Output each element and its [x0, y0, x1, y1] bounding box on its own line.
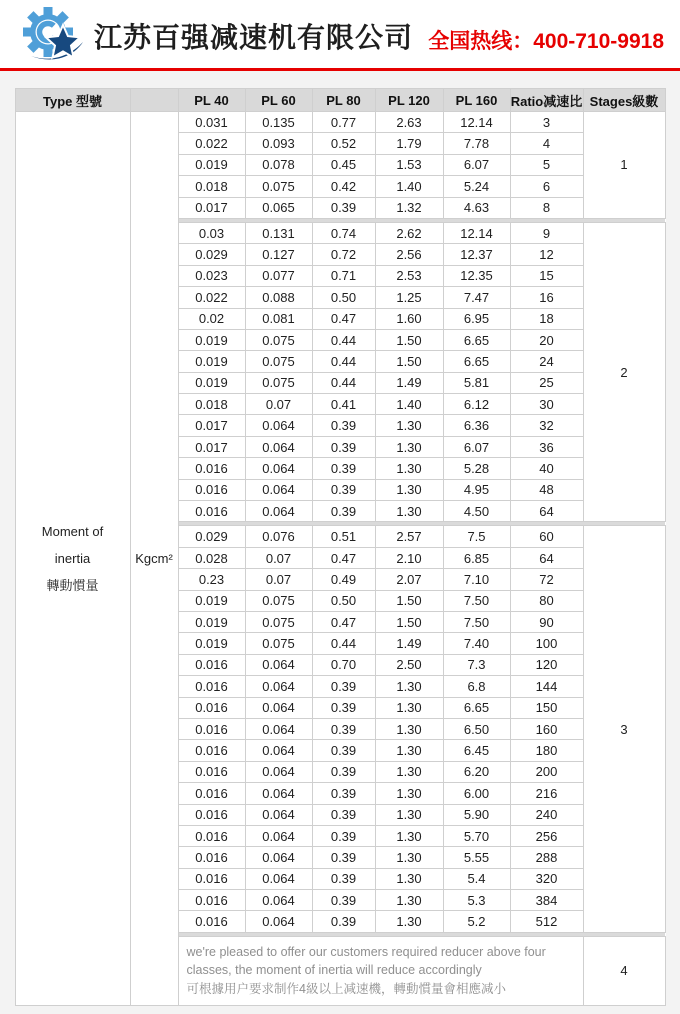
stage-number-cell: 1: [583, 112, 665, 219]
value-cell: 12: [510, 244, 583, 265]
value-cell: 0.39: [312, 761, 375, 782]
value-cell: 7.50: [443, 590, 510, 611]
value-cell: 0.39: [312, 458, 375, 479]
value-cell: 1.40: [375, 394, 443, 415]
value-cell: 1.30: [375, 718, 443, 739]
value-cell: 180: [510, 740, 583, 761]
value-cell: 6.45: [443, 740, 510, 761]
value-cell: 0.064: [245, 847, 312, 868]
stage-number-cell: 3: [583, 526, 665, 932]
value-cell: 0.081: [245, 308, 312, 329]
table-row: [15, 112, 665, 133]
value-cell: 0.019: [178, 372, 245, 393]
content-area: [0, 71, 680, 1014]
value-cell: 6.65: [443, 697, 510, 718]
table-body: [15, 112, 665, 1006]
value-cell: 0.23: [178, 569, 245, 590]
value-cell: 7.50: [443, 611, 510, 632]
value-cell: 80: [510, 590, 583, 611]
value-cell: 0.07: [245, 394, 312, 415]
value-cell: 4.63: [443, 197, 510, 218]
value-cell: 6.65: [443, 329, 510, 350]
value-cell: 1.30: [375, 868, 443, 889]
value-cell: 7.3: [443, 654, 510, 675]
value-cell: 0.016: [178, 761, 245, 782]
value-cell: 0.075: [245, 372, 312, 393]
value-cell: 12.14: [443, 112, 510, 133]
value-cell: 0.47: [312, 611, 375, 632]
value-cell: 0.39: [312, 501, 375, 522]
value-cell: 1.30: [375, 761, 443, 782]
value-cell: 0.50: [312, 590, 375, 611]
value-cell: 1.49: [375, 633, 443, 654]
value-cell: 0.064: [245, 740, 312, 761]
value-cell: 0.064: [245, 436, 312, 457]
value-cell: 6.85: [443, 547, 510, 568]
value-cell: 0.07: [245, 547, 312, 568]
value-cell: 12.37: [443, 244, 510, 265]
stage-number-cell: 2: [583, 222, 665, 521]
value-cell: 4: [510, 133, 583, 154]
value-cell: 5.81: [443, 372, 510, 393]
value-cell: 5.70: [443, 825, 510, 846]
value-cell: 6.12: [443, 394, 510, 415]
value-cell: 1.25: [375, 287, 443, 308]
value-cell: 16: [510, 287, 583, 308]
value-cell: 2.07: [375, 569, 443, 590]
value-cell: 0.39: [312, 825, 375, 846]
value-cell: 0.52: [312, 133, 375, 154]
row-label-line: Moment of: [41, 523, 104, 539]
value-cell: 1.50: [375, 590, 443, 611]
value-cell: 1.30: [375, 501, 443, 522]
value-cell: 2.50: [375, 654, 443, 675]
value-cell: 0.075: [245, 633, 312, 654]
value-cell: 0.019: [178, 590, 245, 611]
value-cell: 120: [510, 654, 583, 675]
value-cell: 0.093: [245, 133, 312, 154]
value-cell: 7.5: [443, 526, 510, 547]
value-cell: 64: [510, 547, 583, 568]
value-cell: 0.39: [312, 197, 375, 218]
value-cell: 0.016: [178, 825, 245, 846]
inertia-spec-table: [15, 88, 666, 1006]
value-cell: 0.49: [312, 569, 375, 590]
col-header-pl80: PL 80: [312, 89, 375, 112]
value-cell: 1.30: [375, 697, 443, 718]
value-cell: 5.2: [443, 911, 510, 932]
value-cell: 0.72: [312, 244, 375, 265]
value-cell: 0.39: [312, 740, 375, 761]
value-cell: 0.39: [312, 436, 375, 457]
value-cell: 15: [510, 265, 583, 286]
value-cell: 7.10: [443, 569, 510, 590]
value-cell: 256: [510, 825, 583, 846]
value-cell: 0.016: [178, 740, 245, 761]
value-cell: 5.90: [443, 804, 510, 825]
value-cell: 240: [510, 804, 583, 825]
value-cell: 2.53: [375, 265, 443, 286]
value-cell: 0.064: [245, 654, 312, 675]
value-cell: 6.8: [443, 676, 510, 697]
value-cell: 0.016: [178, 501, 245, 522]
row-label-moment-of-inertia: [15, 112, 130, 1006]
value-cell: 1.30: [375, 436, 443, 457]
value-cell: 3: [510, 112, 583, 133]
value-cell: 6: [510, 176, 583, 197]
value-cell: 0.019: [178, 154, 245, 175]
table-header-row: [15, 89, 665, 112]
value-cell: 0.44: [312, 351, 375, 372]
value-cell: 0.016: [178, 868, 245, 889]
value-cell: 5.28: [443, 458, 510, 479]
value-cell: 0.39: [312, 676, 375, 697]
value-cell: 0.016: [178, 458, 245, 479]
value-cell: 0.39: [312, 911, 375, 932]
value-cell: 0.39: [312, 415, 375, 436]
unit-kgcm2: Kgcm²: [130, 112, 178, 1006]
value-cell: 0.022: [178, 133, 245, 154]
value-cell: 0.064: [245, 868, 312, 889]
value-cell: 0.45: [312, 154, 375, 175]
hotline-number: 全国热线：400-710-9918: [428, 30, 664, 53]
value-cell: 0.07: [245, 569, 312, 590]
value-cell: 6.65: [443, 351, 510, 372]
value-cell: 0.075: [245, 590, 312, 611]
value-cell: 0.016: [178, 697, 245, 718]
value-cell: 1.50: [375, 351, 443, 372]
value-cell: 0.71: [312, 265, 375, 286]
value-cell: 1.30: [375, 783, 443, 804]
value-cell: 0.03: [178, 222, 245, 243]
value-cell: 6.07: [443, 436, 510, 457]
value-cell: 0.075: [245, 329, 312, 350]
value-cell: 6.07: [443, 154, 510, 175]
value-cell: 0.016: [178, 718, 245, 739]
value-cell: 0.078: [245, 154, 312, 175]
note-english: we're pleased to offer our customers required reducer above four classes, the moment of inertia will reduce accordingly: [186, 944, 546, 978]
value-cell: 0.019: [178, 633, 245, 654]
value-cell: 0.064: [245, 415, 312, 436]
company-name: 江苏百强减速机有限公司: [94, 22, 414, 53]
value-cell: 0.028: [178, 547, 245, 568]
value-cell: 0.39: [312, 804, 375, 825]
value-cell: 1.30: [375, 911, 443, 932]
value-cell: 0.018: [178, 394, 245, 415]
value-cell: 5.55: [443, 847, 510, 868]
value-cell: 0.51: [312, 526, 375, 547]
value-cell: 0.076: [245, 526, 312, 547]
value-cell: 64: [510, 501, 583, 522]
value-cell: 0.016: [178, 804, 245, 825]
value-cell: 0.017: [178, 436, 245, 457]
value-cell: 72: [510, 569, 583, 590]
value-cell: 0.064: [245, 911, 312, 932]
value-cell: 90: [510, 611, 583, 632]
value-cell: 30: [510, 394, 583, 415]
value-cell: 0.44: [312, 372, 375, 393]
value-cell: 0.029: [178, 526, 245, 547]
value-cell: 0.77: [312, 112, 375, 133]
value-cell: 1.30: [375, 847, 443, 868]
value-cell: 0.39: [312, 697, 375, 718]
value-cell: 1.60: [375, 308, 443, 329]
value-cell: 150: [510, 697, 583, 718]
value-cell: 0.064: [245, 825, 312, 846]
value-cell: 0.064: [245, 501, 312, 522]
value-cell: 0.016: [178, 890, 245, 911]
value-cell: 2.57: [375, 526, 443, 547]
value-cell: 60: [510, 526, 583, 547]
value-cell: 0.42: [312, 176, 375, 197]
value-cell: 200: [510, 761, 583, 782]
value-cell: 1.30: [375, 676, 443, 697]
value-cell: 1.49: [375, 372, 443, 393]
value-cell: 216: [510, 783, 583, 804]
value-cell: 4.95: [443, 479, 510, 500]
value-cell: 1.30: [375, 479, 443, 500]
value-cell: 0.088: [245, 287, 312, 308]
value-cell: 5.4: [443, 868, 510, 889]
value-cell: 0.018: [178, 176, 245, 197]
value-cell: 0.39: [312, 847, 375, 868]
value-cell: 7.47: [443, 287, 510, 308]
value-cell: 100: [510, 633, 583, 654]
value-cell: 5.3: [443, 890, 510, 911]
value-cell: 0.064: [245, 761, 312, 782]
value-cell: 512: [510, 911, 583, 932]
value-cell: 0.065: [245, 197, 312, 218]
value-cell: 0.077: [245, 265, 312, 286]
col-header-pl60: PL 60: [245, 89, 312, 112]
value-cell: 0.029: [178, 244, 245, 265]
value-cell: 0.50: [312, 287, 375, 308]
value-cell: 1.30: [375, 740, 443, 761]
value-cell: 48: [510, 479, 583, 500]
value-cell: 0.019: [178, 329, 245, 350]
value-cell: 144: [510, 676, 583, 697]
value-cell: 0.47: [312, 308, 375, 329]
col-header-unit: [130, 89, 178, 112]
value-cell: 2.63: [375, 112, 443, 133]
value-cell: 0.127: [245, 244, 312, 265]
value-cell: 0.39: [312, 868, 375, 889]
value-cell: 24: [510, 351, 583, 372]
value-cell: 1.30: [375, 415, 443, 436]
value-cell: 0.74: [312, 222, 375, 243]
value-cell: 0.017: [178, 415, 245, 436]
value-cell: 0.70: [312, 654, 375, 675]
value-cell: 6.50: [443, 718, 510, 739]
value-cell: 0.39: [312, 783, 375, 804]
value-cell: 6.95: [443, 308, 510, 329]
value-cell: 0.016: [178, 654, 245, 675]
value-cell: 0.016: [178, 783, 245, 804]
value-cell: 8: [510, 197, 583, 218]
value-cell: 1.53: [375, 154, 443, 175]
value-cell: 384: [510, 890, 583, 911]
value-cell: 160: [510, 718, 583, 739]
value-cell: 1.30: [375, 804, 443, 825]
value-cell: 0.016: [178, 847, 245, 868]
col-header-ratio: Ratio减速比: [510, 89, 583, 112]
value-cell: 0.064: [245, 458, 312, 479]
value-cell: 32: [510, 415, 583, 436]
value-cell: 0.016: [178, 911, 245, 932]
value-cell: 9: [510, 222, 583, 243]
value-cell: 0.064: [245, 676, 312, 697]
value-cell: 0.47: [312, 547, 375, 568]
value-cell: 1.50: [375, 329, 443, 350]
custom-order-note: [178, 936, 583, 1005]
value-cell: 0.44: [312, 329, 375, 350]
value-cell: 6.00: [443, 783, 510, 804]
value-cell: 0.023: [178, 265, 245, 286]
value-cell: 20: [510, 329, 583, 350]
value-cell: 0.064: [245, 718, 312, 739]
value-cell: 0.44: [312, 633, 375, 654]
col-header-pl160: PL 160: [443, 89, 510, 112]
value-cell: 0.016: [178, 479, 245, 500]
value-cell: 18: [510, 308, 583, 329]
value-cell: 0.019: [178, 351, 245, 372]
value-cell: 2.10: [375, 547, 443, 568]
col-header-stages: Stages級數: [583, 89, 665, 112]
value-cell: 1.50: [375, 611, 443, 632]
col-header-type: Type 型號: [15, 89, 130, 112]
value-cell: 0.064: [245, 804, 312, 825]
header-banner: [0, 0, 680, 68]
value-cell: 0.39: [312, 890, 375, 911]
value-cell: 6.20: [443, 761, 510, 782]
value-cell: 0.131: [245, 222, 312, 243]
col-header-pl40: PL 40: [178, 89, 245, 112]
value-cell: 0.064: [245, 479, 312, 500]
value-cell: 1.30: [375, 825, 443, 846]
value-cell: 36: [510, 436, 583, 457]
value-cell: 5: [510, 154, 583, 175]
value-cell: 0.064: [245, 890, 312, 911]
col-header-pl120: PL 120: [375, 89, 443, 112]
value-cell: 0.39: [312, 479, 375, 500]
value-cell: 2.62: [375, 222, 443, 243]
value-cell: 0.39: [312, 718, 375, 739]
value-cell: 1.32: [375, 197, 443, 218]
value-cell: 1.30: [375, 458, 443, 479]
company-logo: [23, 5, 87, 65]
value-cell: 25: [510, 372, 583, 393]
value-cell: 12.35: [443, 265, 510, 286]
value-cell: 12.14: [443, 222, 510, 243]
value-cell: 40: [510, 458, 583, 479]
note-chinese: 可根據用户要求制作4級以上减速機，轉動慣量會相應减小: [186, 982, 506, 997]
value-cell: 1.40: [375, 176, 443, 197]
value-cell: 0.031: [178, 112, 245, 133]
value-cell: 0.022: [178, 287, 245, 308]
value-cell: 0.016: [178, 676, 245, 697]
row-label-line: 轉動慣量: [46, 577, 99, 593]
value-cell: 0.135: [245, 112, 312, 133]
stage-number-cell: 4: [583, 936, 665, 1005]
table-header: [15, 89, 665, 112]
value-cell: 6.36: [443, 415, 510, 436]
value-cell: 2.56: [375, 244, 443, 265]
value-cell: 1.30: [375, 890, 443, 911]
value-cell: 0.064: [245, 697, 312, 718]
value-cell: 4.50: [443, 501, 510, 522]
value-cell: 0.064: [245, 783, 312, 804]
value-cell: 0.019: [178, 611, 245, 632]
value-cell: 0.017: [178, 197, 245, 218]
value-cell: 5.24: [443, 176, 510, 197]
value-cell: 320: [510, 868, 583, 889]
value-cell: 1.79: [375, 133, 443, 154]
value-cell: 0.075: [245, 176, 312, 197]
value-cell: 0.075: [245, 611, 312, 632]
value-cell: 7.78: [443, 133, 510, 154]
value-cell: 0.41: [312, 394, 375, 415]
value-cell: 7.40: [443, 633, 510, 654]
value-cell: 288: [510, 847, 583, 868]
value-cell: 0.02: [178, 308, 245, 329]
row-label-line: inertia: [54, 550, 91, 566]
value-cell: 0.075: [245, 351, 312, 372]
